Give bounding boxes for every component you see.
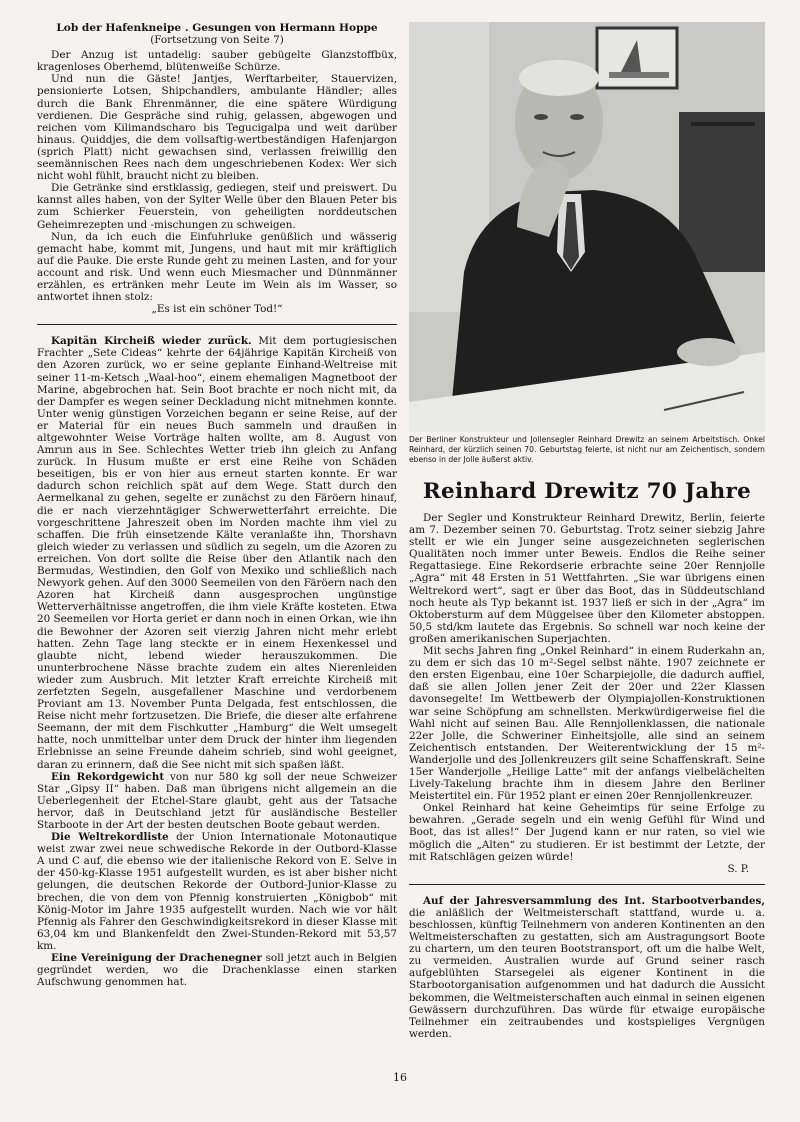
news-lead: Kapitän Kircheiß wieder zurück. bbox=[51, 335, 252, 348]
news-item bbox=[37, 831, 397, 952]
news-lead: Auf der Jahresversammlung des Int. Starbootverbandes, bbox=[423, 894, 765, 907]
paragraph: Die Getränke sind erstklassig, gediegen, steif und preiswert. Du kannst alles haben, von der Sylter Welle über den Blauen Peter bis zum Schierker Feuerstein, von geheiligten norddeutschen Geheimrezepten und -mischungen zu schweigen. bbox=[37, 182, 397, 231]
news-lead: Ein Rekordgewicht bbox=[51, 770, 165, 783]
paragraph: Der Anzug ist untadelig: sauber gebügelte Glanzstoffbüx, kragenloses Oberhemd, blütenweiße Schürze. bbox=[37, 49, 397, 74]
portrait-photo bbox=[409, 22, 765, 432]
paragraph: Mit sechs Jahren fing „Onkel Reinhard“ in einem Ruderkahn an, zu dem er sich das 10 m²-Segel selbst nähte. 1907 zeichnete er den ersten Eigenbau, eine 10er Scharpiejolle, die dadurch auffiel, daß sie allen Jollen jener Zeit der 20er und 22er Klassen davonsegelte! Im Wettbewerb der Olympiajollen-Konstruktionen war seine Schöpfung am schnellsten. Merkwürdigerweise fiel die Wahl nicht auf seinen Bau. Alle Rennjollenklassen, die nationale 22er Jolle, die Schweriner Einheitsjolle, alle sind an seinem Zeichentisch entstanden. Der Weiterentwicklung der 15 m²-Wanderjolle und des Jollenkreuzers gilt seine Schaffenskraft. Seine 15er Wanderjolle „Heilige Latte“ mit der anfangs vielbelächelten Lively-Takelung brachte ihm in diesem Jahre den Berliner Meistertitel ein. Für 1952 plant er einen 20er Rennjollenkreuzer. bbox=[409, 645, 765, 803]
closing-quote: „Es ist ein schöner Tod!“ bbox=[151, 303, 283, 316]
news-item bbox=[37, 952, 397, 988]
paragraph: Der Segler und Konstrukteur Reinhard Drewitz, Berlin, feierte am 7. Dezember seinen 70. Geburtstag. Trotz seiner siebzig Jahre stellt er wie ein Junger seine ausgezeichneten seglerischen Qualitäten noch immer unter Beweis. Endlos die Reihe seiner Regattasiege. Eine Rekordserie erbrachte seine 20er Rennjolle „Agra“ mit 48 Ersten in 51 Wettfahrten. „Sie war übrigens einen Weltrekord wert“, sagt er über das Boot, das in Süddeutschland noch heute als Typ bekannt ist. 1937 ließ er sich in der „Agra“ im Oktobersturm auf dem Müggelsee über den Kilometer abstoppen. 50,5 std/km lautete das Ergebnis. So schnell war noch keine der großen amerikanischen Superjachten. bbox=[409, 512, 765, 645]
article-title: Lob der Hafenkneipe . Gesungen von Hermann Hoppe bbox=[56, 22, 378, 34]
article-kircheiss bbox=[37, 335, 397, 988]
divider bbox=[37, 324, 397, 325]
news-lead: Die Weltrekordliste bbox=[51, 831, 169, 844]
page-number: 16 bbox=[393, 1071, 407, 1084]
article-drewitz bbox=[409, 512, 765, 875]
left-column bbox=[37, 22, 397, 988]
news-item bbox=[37, 335, 397, 770]
paragraph: Onkel Reinhard hat keine Geheimtips für seine Erfolge zu bewahren. „Gerade segeln und ein wenig Gefühl für Wind und Boot, das ist alles!“ Der Jugend kann er nur raten, so viel wie möglich die „Alten“ zu studieren. Er ist bestimmt der Letzte, der mit Ratschlägen geizen würde! bbox=[409, 802, 765, 863]
news-text: der Union Internationale Motonautique weist zwar zwei neue schwedische Rekorde in der Outbord-Klasse A und C auf, die ebenso wie der italienische Rekord von E. Selve in der 450-kg-Klasse 1951 aufgestellt wurden, es ist aber bisher nicht gelungen, die deutschen Rekorde der Outbord-Junior-Klasse zu brechen, die von dem von Pfennig konstruierten „Königbob“ mit König-Motor im Jahre 1935 aufgestellt wurden. Nach wie vor hält Pfennig als Fahrer den Geschwindigkeitsrekord in dieser Klasse mit 63,04 km und Blankenfeldt den Zwei-Stunden-Rekord mit 53,57 km. bbox=[37, 831, 397, 952]
news-text: die anläßlich der Weltmeisterschaft stattfand, wurde u. a. beschlossen, künftig Teilnehmern von anderen Kontinenten an den Weltmeisterschaften zu gestatten, sich am Austragungsort Boote zu chartern, um den teuren Bootstransport, oft um die halbe Welt, zu vermeiden. Australien wurde auf Grund seiner rasch aufgeblühten Starsegelei als eigener Kontinent in die Starbootorganisation aufgenommen und hat dadurch die Aussicht bekommen, die Weltmeisterschaften auch einmal in seinen eigenen Gewässern durchzuführen. Das würde für etwaige europäische Teilnehmer ein zeitraubendes und kostspieliges Vergnügen werden. bbox=[409, 906, 765, 1040]
portrait-photo-illustration bbox=[409, 22, 765, 432]
article-hafenkneipe bbox=[37, 22, 397, 315]
article-subtitle: (Fortsetzung von Seite 7) bbox=[150, 34, 284, 47]
news-text: Mit dem portugiesischen Frachter „Sete Cideas“ kehrte der 64jährige Kapitän Kircheiß von den Azoren zurück, wo er seine geplante Einhand-Weltreise mit seiner 11-m-Ketsch „Waal-hoo“, einem ehemaligen Magnetboot der Marine, abgebrochen hat. Sein Boot brachte er noch nicht mit, da der Dampfer es wegen seiner Deckladung nicht mitnehmen konnte. Unter wenig günstigen Vorzeichen begann er seine Reise, auf der er Material für ein neues Buch sammeln und draußen in altgewohnter Weise Vorträge halten wollte, am 8. August von Amrun aus in See. Schlechtes Wetter trieb ihn gleich zu Anfang zurück. In Husum mußte er erst eine Reihe von Schäden beseitigen, bis er von hier aus erneut starten konnte. Er war dadurch schon reichlich spät auf dem Wege. Statt durch den Aermelkanal zu gehen, segelte er zunächst zu den Färöern hinauf, die er nach vierzehntägiger Schwerwetterfahrt erreichte. Die vorgeschrittene Jahreszeit oben im Norden machte ihm viel zu schaffen. Die früh einsetzende Kälte veranlaßte ihn, Thorshavn gleich wieder zu verlassen und südlich zu segeln, um die Azoren zu erreichen. Von dort sollte die Reise über den Atlantik nach den Bermudas, Westindien, den Golf von Mexiko und schließlich nach Newyork gehen. Auf den 3000 Seemeilen von den Färöern nach den Azoren hat Kircheiß dann ausgesprochen ungünstige Wetterverhältnisse angetroffen, die ihm viele Kräfte kosteten. Etwa 20 Seemeilen vor Horta geriet er dann noch in einen Orkan, wie ihn die Bewohner der Azoren seit vierzig Jahren nicht mehr erlebt hatten. Zehn Tage lang steckte er in einem Hexenkessel und glaubte nicht, lebend wieder herauszukommen. Die ununterbrochene Nässe brachte zudem ein altes Nierenleiden wieder zum Ausbruch. Mit letzter Kraft erreichte Kircheiß mit zerfetzten Segeln, ausgefallener Maschine und verdorbenem Proviant am 13. November Punta Delgada, fest entschlossen, die Reise nicht mehr fortzusetzen. Die Briefe, die dieser alte erfahrene Seemann, der mit dem Fischkutter „Hamburg“ die Welt umsegelt hatte, noch unmittelbar unter dem Druck der hinter ihm liegenden Erlebnisse an seine Freunde daheim schrieb, sind wohl geeignet, daran zu erinnern, daß die See nicht mit sich spaßen läßt. bbox=[37, 335, 398, 771]
paragraph: Nun, da ich euch die Einfuhrluke genüßlich und wässerig gemacht habe, kommt mit, Jungens, und haut mit mir kräftiglich auf die Pauke. Die erste Runde geht zu meinen Lasten, and for your account and risk. Und wenn euch Miesmacher und Dünnmänner erzählen, es ertränken mehr Leute im Wein als im Wasser, so antwortet ihnen stolz: bbox=[37, 230, 397, 304]
news-item bbox=[37, 771, 397, 831]
news-text: von nur 580 kg soll der neue Schweizer Star „Gipsy II“ haben. Daß man übrigens nicht allgemein an die Ueberlegenheit der Etchel-Stare glaubt, geht aus der Tatsache hervor, daß in Deutschland jetzt für ausländische Besteller Starboote in der Art der besten deutschen Boote gebaut werden. bbox=[37, 770, 397, 831]
article-starboot bbox=[409, 895, 765, 1040]
news-lead: Eine Vereinigung der Drachenegner bbox=[51, 952, 262, 965]
news-item bbox=[409, 895, 765, 1040]
article-headline: Reinhard Drewitz 70 Jahre bbox=[422, 479, 752, 504]
author-signature: S. P. bbox=[727, 862, 749, 875]
right-column bbox=[409, 22, 765, 1040]
photo-caption: Der Berliner Konstrukteur und Jollensegler Reinhard Drewitz an seinem Arbeitstisch. Onkel Reinhard, der kürzlich seinen 70. Geburtstag feierte, ist nicht nur am Zeichentisch, sondern ebenso in der Jolle äußerst aktiv. bbox=[409, 435, 765, 464]
divider bbox=[409, 884, 765, 885]
paragraph: Und nun die Gäste! Jantjes, Werftarbeiter, Stauervizen, pensionierte Lotsen, Shipchandlers, ambulante Händler; alles durch die Bank Ehrenmänner, die eine spätere Würdigung verdienen. Die Gespräche sind ruhig, gelassen, abgewogen und reichen vom Kilimandscharo bis Tegucigalpa und weit darüber hinaus. Quiddjes, die dem vollsaftig-wertbeständigen Hafenjargon (sprich Platt) nicht gewachsen sind, verlassen freiwillig den seemännischen Rees nach dem ungeschriebenen Kodex: Wer sich nicht wohl fühlt, braucht nicht zu bleiben. bbox=[37, 73, 397, 183]
news-text: soll jetzt auch in Belgien gegründet werden, wo die Drachenklasse einen starken Aufschwung genommen hat. bbox=[37, 952, 397, 989]
